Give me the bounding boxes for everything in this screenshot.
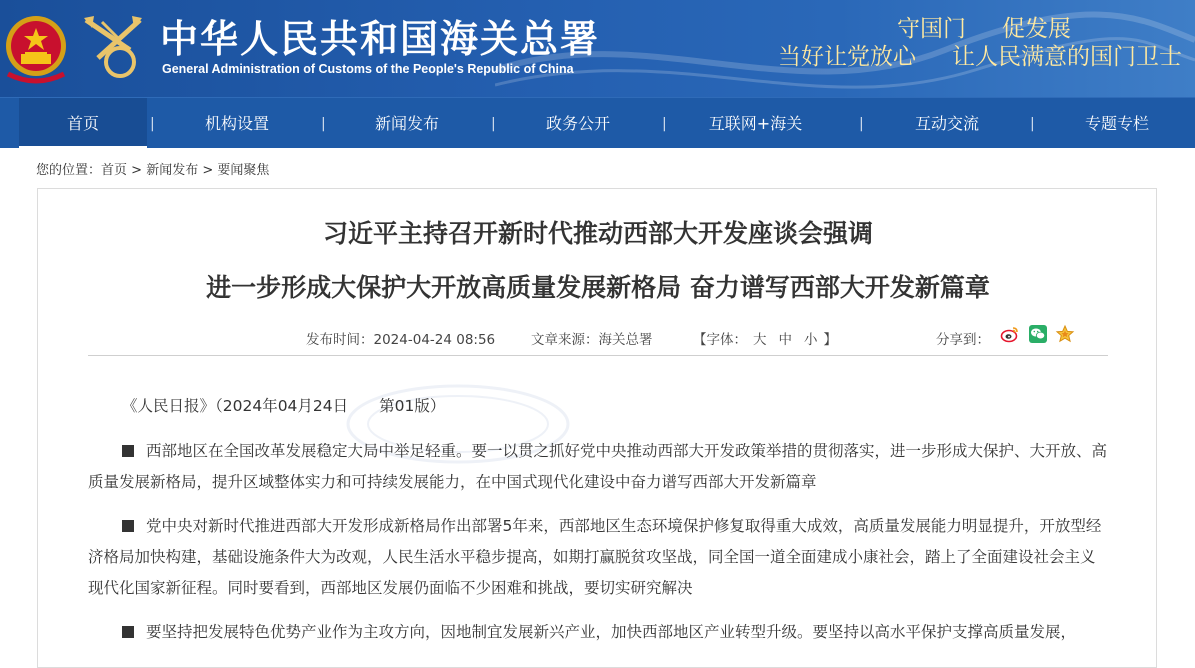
paragraph-text: 要坚持把发展特色优势产业作为主攻方向，因地制宜发展新兴产业，加快西部地区产业转型升级。要坚持以高水平保护支撑高质量发展， <box>146 623 1077 641</box>
article-title-line-1: 习近平主持召开新时代推动西部大开发座谈会强调 <box>322 219 873 248</box>
breadcrumb-news-link[interactable]: 新闻发布 <box>146 163 199 178</box>
font-size-small-button[interactable]: 小 <box>804 332 818 348</box>
article-paragraph <box>88 617 1108 648</box>
article-source: 文章来源：海关总署 <box>531 332 653 348</box>
paragraph-text: 西部地区在全国改革发展稳定大局中举足轻重。要一以贯之抓好党中央推动西部大开发政策举措的贯彻落实，进一步形成大保护、大开放、高质量发展新格局，提升区域整体实力和可持续发展能力，在中国式现代化建设中奋力谱写西部大开发新篇章 <box>88 442 1108 491</box>
bullet-square-icon <box>122 445 134 457</box>
article-paragraph <box>88 511 1108 604</box>
article-title-line-2: 进一步形成大保护大开放高质量发展新格局 奋力谱写西部大开发新篇章 <box>206 273 990 302</box>
slogan-text: 让人民满意的国门卫士 <box>952 44 1182 70</box>
main-nav <box>0 97 1195 148</box>
paragraph-text: 党中央对新时代推进西部大开发形成新格局作出部署5年来，西部地区生态环境保护修复取得重大成效，高质量发展能力明显提升，开放型经济格局加快构建，基础设施条件大为改观，人民生活水平稳步提高，如期打赢脱贫攻坚战，同全国一道全面建成小康社会，踏上了全面建设社会主义现代化国家新征程。同时要看到，西部地区发展仍面临不少困难和挑战，要切实研究解决 <box>88 517 1102 597</box>
font-size-control <box>693 328 837 348</box>
article-container <box>37 188 1157 668</box>
slogan-text: 当好让党放心 <box>778 44 916 70</box>
customs-emblem-icon <box>78 10 148 82</box>
slogan-text: 守国门 <box>897 16 966 42</box>
site-subtitle: General Administration of Customs of the People's Republic of China <box>162 62 574 76</box>
breadcrumb-prefix: 您的位置： <box>36 163 102 178</box>
nav-item-special-topics[interactable]: 专题专栏 <box>1084 114 1149 133</box>
national-emblem-icon <box>3 6 69 86</box>
nav-separator: | <box>150 116 155 132</box>
bullet-square-icon <box>122 520 134 532</box>
nav-separator: | <box>859 116 864 132</box>
bullet-square-icon <box>122 626 134 638</box>
breadcrumb <box>36 159 269 178</box>
breadcrumb-sep: > <box>202 163 214 178</box>
font-label-close: 】 <box>823 332 837 348</box>
nav-item-news[interactable]: 新闻发布 <box>374 114 439 133</box>
meta-divider <box>88 355 1108 356</box>
site-title: 中华人民共和国海关总署 <box>160 16 601 61</box>
newspaper-source: 《人民日报》（2024年04月24日 第01版） <box>122 397 446 415</box>
publish-date: 发布时间：2024-04-24 08:56 <box>306 332 496 348</box>
nav-separator: | <box>321 116 326 132</box>
breadcrumb-home-link[interactable]: 首页 <box>101 163 128 178</box>
weibo-icon[interactable] <box>1000 324 1020 344</box>
font-size-large-button[interactable]: 大 <box>753 332 767 348</box>
article-paragraph <box>88 436 1108 498</box>
header-banner <box>0 0 1195 97</box>
nav-item-interaction[interactable]: 互动交流 <box>914 114 979 133</box>
font-label-open: 【字体： <box>693 332 747 348</box>
slogan-line-2 <box>778 38 1182 71</box>
nav-item-internet-customs[interactable]: 互联网+海关 <box>708 114 803 133</box>
font-size-medium-button[interactable]: 中 <box>778 332 792 348</box>
wechat-icon[interactable] <box>1028 324 1048 344</box>
breadcrumb-sep: > <box>131 163 143 178</box>
favorite-icon[interactable] <box>1055 324 1075 344</box>
share-label: 分享到： <box>936 332 990 348</box>
nav-separator: | <box>1030 116 1035 132</box>
nav-separator: | <box>491 116 496 132</box>
nav-item-government-affairs[interactable]: 政务公开 <box>545 114 610 133</box>
nav-item-home[interactable]: 首页 <box>19 98 147 149</box>
nav-item-organization[interactable]: 机构设置 <box>204 114 269 133</box>
nav-separator: | <box>662 116 667 132</box>
slogan-text: 促发展 <box>1002 16 1071 42</box>
breadcrumb-focus-link[interactable]: 要闻聚焦 <box>217 163 270 178</box>
